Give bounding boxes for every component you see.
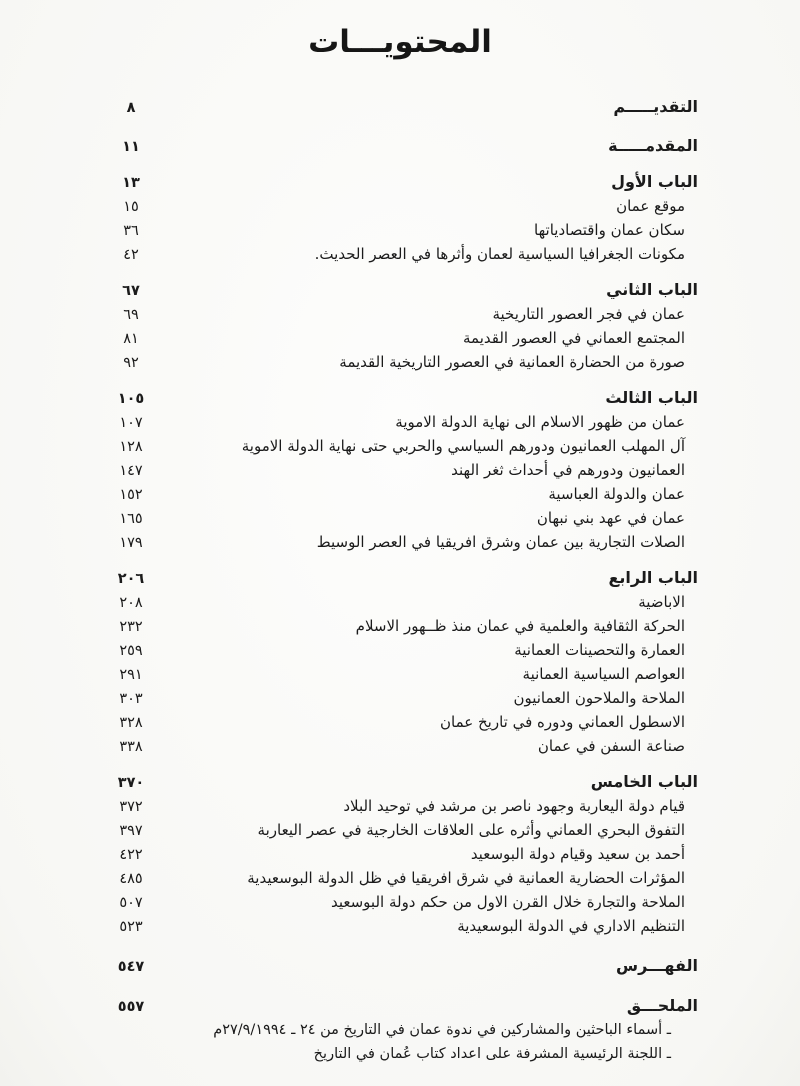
toc-entry-page-number: ٨١: [123, 331, 139, 347]
toc-entry-title: المجتمع العماني في العصور القديمة: [463, 329, 685, 347]
toc-row: [106, 242, 698, 266]
toc-entry-page-number: ٣٦: [123, 223, 139, 239]
toc-entry-page-number: ١٧٩: [119, 535, 143, 551]
toc-entry-page-number: ٤٢٢: [119, 847, 143, 863]
toc-entry-title: موقع عمان: [616, 197, 685, 215]
toc-entry-page-number: ١٠٧: [119, 415, 143, 431]
toc-chapter-row: [106, 770, 698, 794]
toc-note-row: [106, 1042, 698, 1066]
toc-entry-page-number: ٩٢: [123, 355, 139, 371]
toc-row: [106, 410, 698, 434]
toc-entry-title: الباب الثاني: [606, 280, 698, 299]
toc-entry-title: العواصم السياسية العمانية: [522, 665, 685, 683]
toc-row: [106, 458, 698, 482]
toc-chapter-row: [106, 278, 698, 302]
toc-row: [106, 434, 698, 458]
toc-entry-title: عمان من ظهور الاسلام الى نهاية الدولة الاموية: [395, 413, 685, 431]
toc-entry-title: الاباضية: [638, 593, 685, 611]
toc-entry-title: التفوق البحري العماني وأثره على العلاقات الخارجية في عصر اليعاربة: [257, 821, 685, 839]
toc-entry-title: مكونات الجغرافيا السياسية لعمان وأثرها في العصر الحديث.: [314, 245, 685, 263]
toc-entry-page-number: ٤٨٥: [119, 871, 143, 887]
toc-entry-title: المقدمـــــة: [608, 136, 698, 155]
toc-entry-title: الملحـــق: [626, 996, 698, 1015]
toc-entry-page-number: ٢٣٢: [119, 619, 143, 635]
toc-entry-title: الباب الخامس: [590, 772, 698, 791]
toc-entry-title: المؤثرات الحضارية العمانية في شرق افريقيا في ظل الدولة البوسعيدية: [247, 869, 685, 887]
toc-entry-title: آل المهلب العمانيون ودورهم السياسي والحربي حتى نهاية الدولة الاموية: [241, 437, 685, 455]
toc-entry-page-number: ٣٩٧: [119, 823, 143, 839]
toc-entry-page-number: ١٥: [123, 199, 139, 215]
toc-row: [106, 954, 698, 978]
toc-entry-page-number: ٢٠٨: [119, 595, 143, 611]
toc-entry-title: الحركة الثقافية والعلمية في عمان منذ ظــهور الاسلام: [355, 617, 685, 635]
toc-entry-page-number: ٢٩١: [119, 667, 143, 683]
toc-entry-page-number: ١١: [122, 139, 140, 155]
toc-entry-title: قيام دولة اليعاربة وجهود ناصر بن مرشد في توحيد البلاد: [343, 797, 685, 815]
page-title: المحتويـــات: [308, 24, 492, 60]
toc-entry-title: سكان عمان واقتصادياتها: [534, 221, 685, 239]
toc-row: [106, 350, 698, 374]
toc-row: [106, 710, 698, 734]
toc-entry-title: الملاحة والتجارة خلال القرن الاول من حكم دولة البوسعيد: [330, 893, 685, 911]
toc-row: [106, 662, 698, 686]
toc-entry-page-number: ٣٣٨: [119, 739, 143, 755]
toc-row: [106, 866, 698, 890]
toc-entry-page-number: ٥٥٧: [117, 999, 145, 1015]
toc-entry-page-number: ٣٧٠: [117, 775, 145, 791]
toc-note-row: [106, 1018, 698, 1042]
toc-entry-page-number: ٣٠٣: [119, 691, 143, 707]
toc-entry-page-number: ٤٢: [123, 247, 139, 263]
toc-entry-title: عمان والدولة العباسية: [548, 485, 685, 503]
table-of-contents: [106, 80, 698, 1066]
toc-row: [106, 842, 698, 866]
toc-row: [106, 686, 698, 710]
toc-entry-title: الباب الأول: [611, 172, 698, 191]
toc-entry-page-number: ٣٧٢: [119, 799, 143, 815]
toc-entry-page-number: ١٦٥: [119, 511, 143, 527]
toc-entry-title: عمان في عهد بني نبهان: [536, 509, 685, 527]
toc-row: [106, 218, 698, 242]
toc-entry-title: العمارة والتحصينات العمانية: [514, 641, 685, 659]
toc-entry-page-number: ١٤٧: [119, 463, 143, 479]
toc-chapter-row: [106, 170, 698, 194]
toc-row: [106, 590, 698, 614]
toc-row: [106, 482, 698, 506]
toc-entry-title: الملاحة والملاحون العمانيون: [513, 689, 685, 707]
toc-entry-page-number: ٢٥٩: [119, 643, 143, 659]
toc-entry-title: صورة من الحضارة العمانية في العصور التاريخية القديمة: [339, 353, 685, 371]
toc-chapter-row: [106, 386, 698, 410]
toc-entry-page-number: ١٣: [122, 175, 140, 191]
toc-entry-page-number: ١٠٥: [117, 391, 145, 407]
toc-entry-title: ـ اللجنة الرئيسية المشرفة على اعداد كتاب عُمان في التاريخ: [313, 1046, 671, 1062]
toc-row: [106, 134, 698, 158]
toc-entry-page-number: ٥٠٧: [119, 895, 143, 911]
toc-entry-title: الصلات التجارية بين عمان وشرق افريقيا في العصر الوسيط: [316, 533, 685, 551]
toc-row: [106, 530, 698, 554]
toc-entry-title: التقديـــــم: [613, 97, 698, 116]
toc-entry-title: أحمد بن سعيد وقيام دولة البوسعيد: [470, 845, 685, 863]
toc-entry-title: الفهـــرس: [615, 956, 698, 975]
toc-entry-title: الباب الثالث: [605, 388, 698, 407]
toc-entry-page-number: ٣٢٨: [119, 715, 143, 731]
toc-row: [106, 914, 698, 938]
toc-row: [106, 734, 698, 758]
toc-row: [106, 818, 698, 842]
toc-entry-page-number: ٥٢٣: [119, 919, 143, 935]
toc-entry-page-number: ٦٧: [122, 283, 140, 299]
toc-entry-page-number: ١٥٢: [119, 487, 143, 503]
toc-row: [106, 326, 698, 350]
toc-entry-page-number: ٥٤٧: [117, 959, 145, 975]
toc-entry-page-number: ٦٩: [123, 307, 139, 323]
toc-row: [106, 194, 698, 218]
toc-entry-page-number: ٨: [126, 100, 136, 116]
toc-entry-title: ـ أسماء الباحثين والمشاركين في ندوة عمان في التاريخ من ٢٤ ـ ٢٧/٩/١٩٩٤م: [213, 1022, 671, 1038]
toc-entry-title: الباب الرابع: [608, 568, 698, 587]
toc-row: [106, 302, 698, 326]
toc-entry-title: عمان في فجر العصور التاريخية: [492, 305, 685, 323]
toc-row: [106, 506, 698, 530]
toc-row: [106, 794, 698, 818]
toc-entry-page-number: ١٢٨: [119, 439, 143, 455]
toc-entry-title: صناعة السفن في عمان: [537, 737, 685, 755]
toc-entry-page-number: ٢٠٦: [117, 571, 145, 587]
toc-entry-title: التنظيم الاداري في الدولة البوسعيدية: [457, 917, 685, 935]
toc-entry-title: الاسطول العماني ودوره في تاريخ عمان: [440, 713, 685, 731]
toc-entry-title: العمانيون ودورهم في أحداث ثغر الهند: [451, 461, 685, 479]
toc-row: [106, 95, 698, 119]
toc-row: [106, 638, 698, 662]
toc-row: [106, 994, 698, 1018]
toc-row: [106, 614, 698, 638]
toc-row: [106, 890, 698, 914]
toc-chapter-row: [106, 566, 698, 590]
